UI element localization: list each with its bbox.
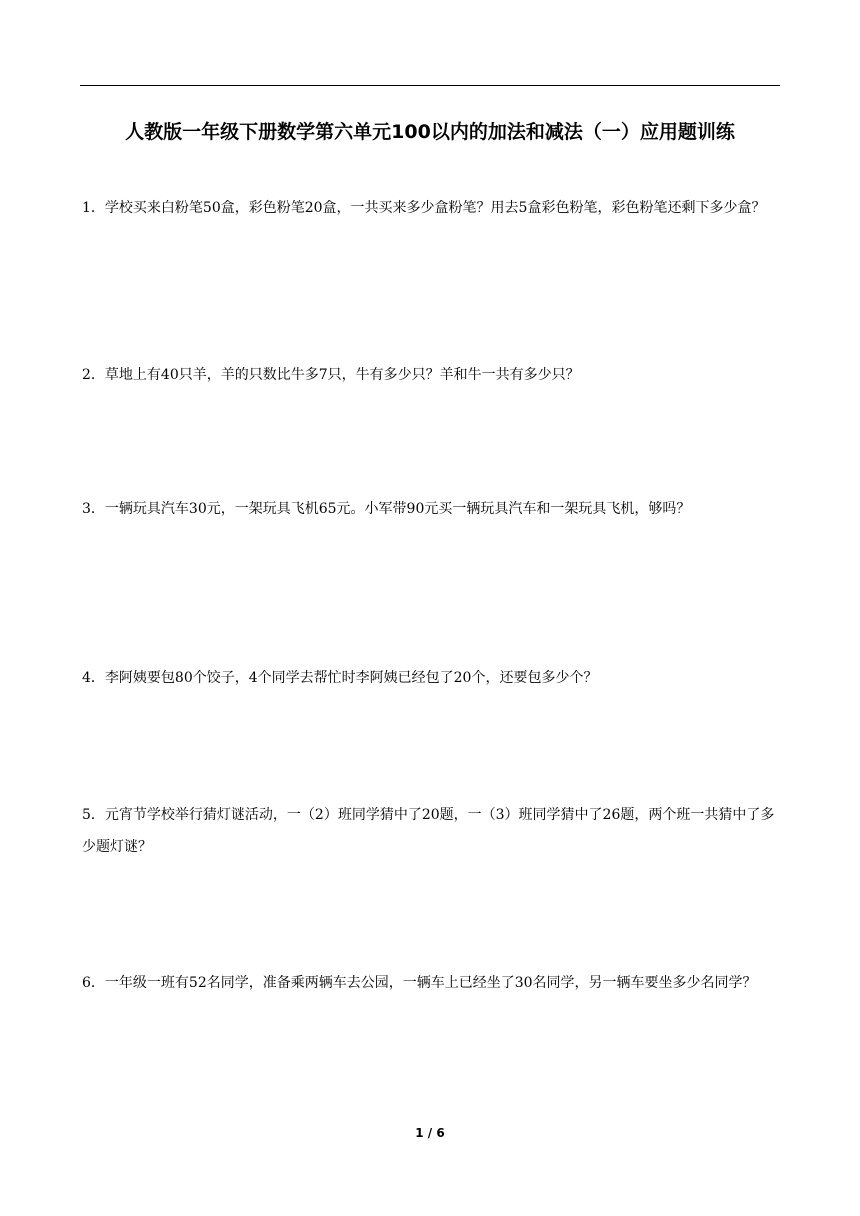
question-3: 3．一辆玩具汽车30元，一架玩具飞机65元。小军带90元买一辆玩具汽车和一架玩具飞机，够吗？ (82, 501, 691, 517)
question-6: 6．一年级一班有52名同学，准备乘两辆车去公园，一辆车上已经坐了30名同学，另一辆车要坐多少名同学？ (82, 975, 757, 991)
page-title: 人教版一年级下册数学第六单元100以内的加法和减法（一）应用题训练 (125, 121, 735, 143)
page-number: 1 / 6 (415, 1126, 445, 1140)
question-2: 2．草地上有40只羊，羊的只数比牛多7只，牛有多少只？羊和牛一共有多少只？ (82, 367, 580, 383)
question-5: 5．元宵节学校举行猜灯谜活动，一（2）班同学猜中了20题，一（3）班同学猜中了26题，两个班一共猜中了多少题灯谜？ (82, 807, 775, 855)
question-1: 1．学校买来白粉笔50盒，彩色粉笔20盒，一共买来多少盒粉笔？用去5盒彩色粉笔，彩色粉笔还剩下多少盒？ (82, 200, 766, 216)
question-4: 4．李阿姨要包80个饺子，4个同学去帮忙时李阿姨已经包了20个，还要包多少个？ (82, 670, 598, 686)
header-divider (80, 85, 780, 86)
